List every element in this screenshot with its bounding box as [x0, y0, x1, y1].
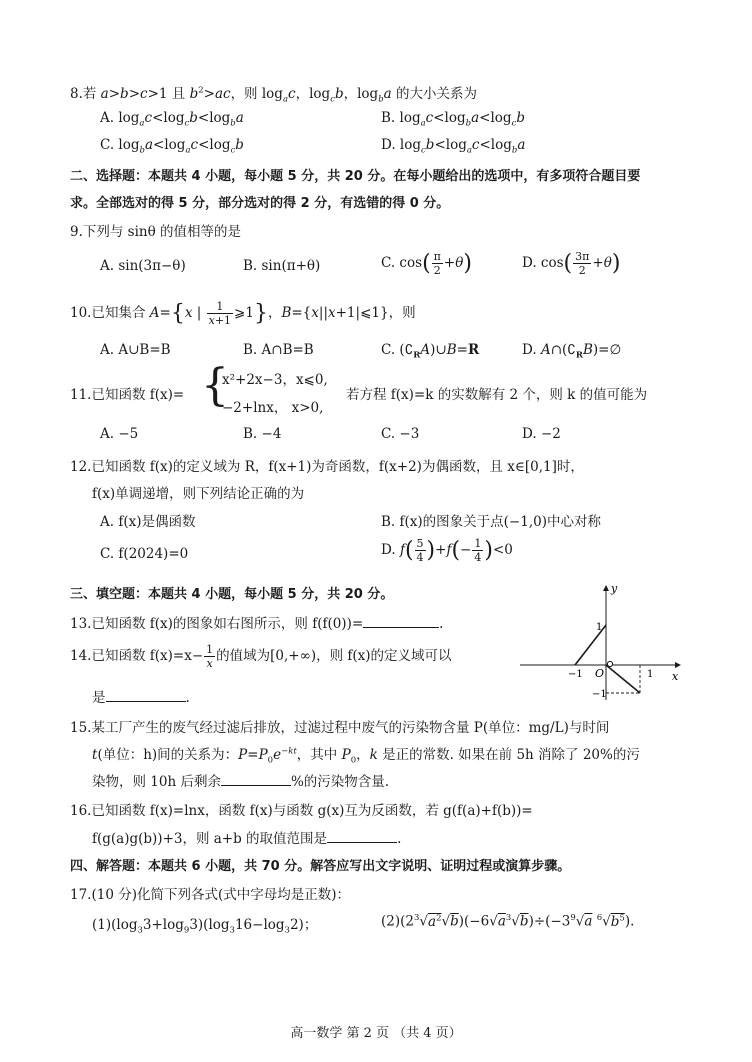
q10-option-b: B. A∩B=B	[243, 342, 314, 358]
ytick-label-1: 1	[596, 622, 603, 633]
function-graph	[515, 580, 685, 705]
q12-stem-1: 12.已知函数 f(x)的定义域为 R，f(x+1)为奇函数，f(x+2)为偶函数，且 x∈[0,1]时，	[70, 459, 584, 475]
page-footer: 高一数学 第 2 页 （共 4 页）	[290, 1026, 462, 1041]
q12-stem-2: f(x)单调递增，则下列结论正确的为	[92, 486, 305, 502]
q14-line2: 是 .	[92, 690, 190, 706]
y-axis-label: y	[611, 582, 618, 595]
ytick-label-neg1: −1	[592, 689, 607, 700]
q16-answer-blank[interactable]	[327, 830, 397, 843]
q11-case1: x²+2x−3，x⩽0,	[222, 372, 328, 388]
q14-stem: 14.已知函数 f(x)=x− $\frac{1}{x}$ 的值域为[0,+∞)，则 f(x)的定义域可以	[70, 643, 452, 670]
tick-label-1: 1	[647, 669, 654, 680]
q15-line2: t(单位：h)间的关系为：$P=P_0e^{-kt}$，其中 $P_0$，k 是正的常数. 如果在前 5h 消除了 20%的污	[92, 746, 640, 766]
q9-option-d: D. cos( $\frac{3\pi}{2}$ +θ)	[522, 250, 621, 277]
q12-option-c: C. f(2024)=0	[100, 546, 189, 562]
q17-part2: $(2)(2^3√a^2√b)(-6√a^3√b)\div(-3^9√a$ $^6√b^5$).	[381, 913, 635, 930]
q11-brace: {	[201, 360, 229, 411]
section4-title: 四、解答题：本题共 6 小题，共 70 分。解答应写出文字说明、证明过程或演算步骤。	[70, 859, 571, 874]
section2-title-2: 求。全部选对的得 5 分，部分选对的得 2 分，有选错的得 0 分。	[70, 196, 450, 211]
q12-option-a: A. f(x)是偶函数	[100, 514, 196, 530]
open-point	[607, 661, 612, 666]
q10-stem: 10.已知集合 A={x | $\frac{1}{x+1}$ ⩾1}，B={x||x+1|⩽1}，则	[70, 300, 416, 327]
origin-label: O	[595, 667, 605, 680]
q12-option-b: B. f(x)的图象关于点(−1,0)中心对称	[381, 514, 601, 530]
q13-stem: 13.已知函数 f(x)的图象如右图所示，则 f(f(0))= .	[70, 616, 444, 632]
q8-option-c: C. $\log_ba<\log_ac<\log_cb$	[100, 137, 244, 156]
q10-option-a: A. A∪B=B	[100, 342, 171, 358]
segment-left	[575, 625, 606, 665]
q16-line1: 16.已知函数 f(x)=lnx，函数 f(x)与函数 g(x)互为反函数，若 g(f(a)+f(b))=	[70, 803, 533, 819]
q14-answer-blank[interactable]	[106, 689, 186, 702]
q8-option-a: A. $\log_ac<\log_cb<\log_ba$	[100, 110, 244, 129]
q8-option-b: B. $\log_ac<\log_ba<\log_cb$	[381, 110, 525, 129]
q17-part1: $(1)(\log_33+\log_93)(\log_316-\log_32)$；	[92, 917, 318, 936]
q8-stem: 8.若 a>b>c>1 且 $b^2>ac$，则 $\log_ac$，$\log_cb$，$\log_ba$ 的大小关系为	[70, 85, 478, 105]
q11-option-a: A. −5	[100, 426, 139, 442]
q9-option-a: A. sin(3π−θ)	[100, 258, 186, 274]
segment-right	[606, 665, 640, 693]
tick-label-neg1: −1	[568, 669, 583, 680]
q11-option-c: C. −3	[381, 426, 420, 442]
section2-title-1: 二、选择题：本题共 4 小题，每小题 5 分，共 20 分。在每小题给出的选项中，有多项符合题目要	[70, 169, 641, 184]
q9-option-c: C. cos( $\frac{\pi}{2}$ +θ)	[381, 250, 472, 277]
section3-title: 三、填空题：本题共 4 小题，每小题 5 分，共 20 分。	[70, 587, 394, 602]
q16-line2: f(g(a)g(b))+3，则 a+b 的取值范围是 .	[92, 831, 402, 847]
q11-option-b: B. −4	[243, 426, 282, 442]
q11-case2: −2+lnx， x>0,	[222, 400, 324, 416]
q11-option-d: D. −2	[522, 426, 561, 442]
q11-stem-pre: 11.已知函数 f(x)=	[70, 387, 185, 403]
q13-answer-blank[interactable]	[363, 615, 439, 628]
q15-answer-blank[interactable]	[221, 773, 291, 786]
q9-option-b: B. sin(π+θ)	[243, 258, 321, 274]
q15-line1: 15.某工厂产生的废气经过滤后排放，过滤过程中废气的污染物含量 P(单位：mg/L)与时间	[70, 720, 610, 736]
q10-option-c: C. $(∁_RA)\cup B=R$	[381, 342, 480, 361]
q15-line3: 染物，则 10h 后剩余 %的污染物含量.	[92, 774, 390, 790]
q12-option-d: D. f( $\frac{5}{4}$ )+f(− $\frac{1}{4}$ )<0	[381, 537, 513, 564]
q17-stem: 17.(10 分)化简下列各式(式中字母均是正数)：	[70, 887, 351, 903]
q11-stem-post: 若方程 f(x)=k 的实数解有 2 个，则 k 的值可能为	[346, 387, 648, 403]
q9-stem: 9.下列与 sinθ 的值相等的是	[70, 224, 242, 240]
x-axis-label: x	[672, 670, 679, 683]
q8-option-d: D. $\log_cb<\log_ac<\log_ba$	[381, 137, 526, 156]
q10-option-d: D. $A\cap(∁_RB)=\emptyset$	[522, 342, 622, 361]
